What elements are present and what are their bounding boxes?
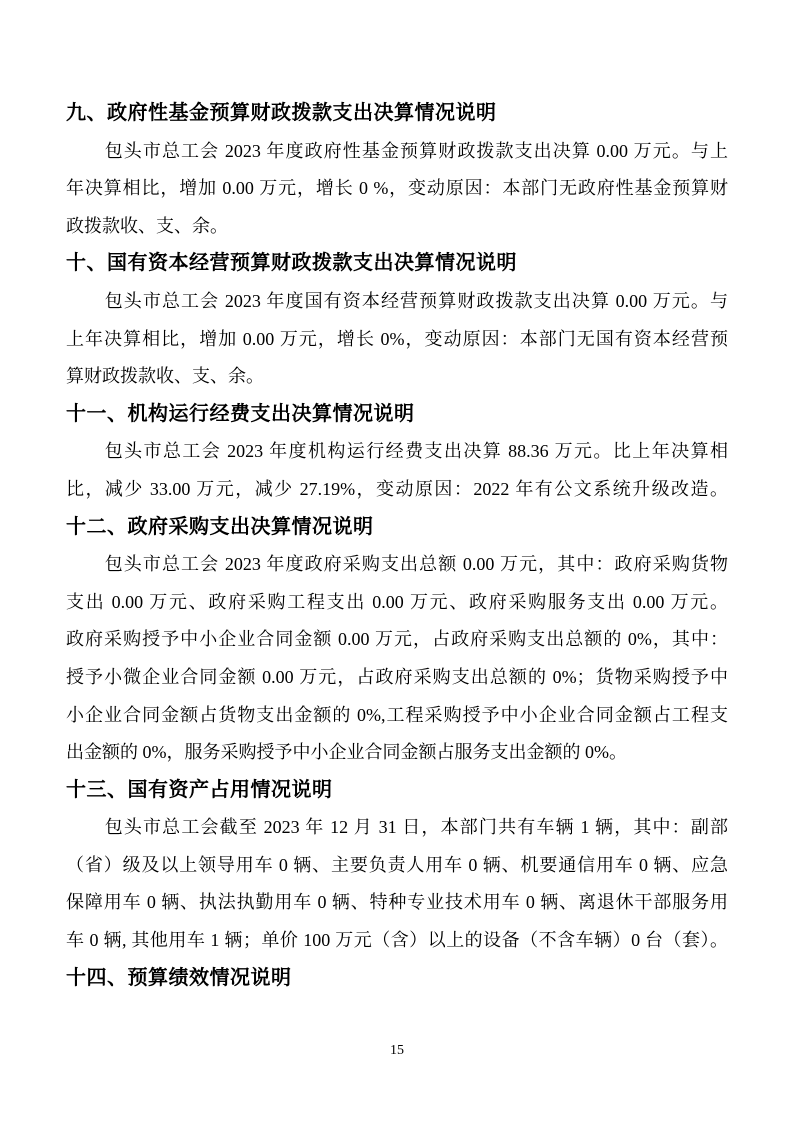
paragraph-line: 授予小微企业合同金额 0.00 万元，占政府采购支出总额的 0%；货物采购授予中 <box>66 666 728 687</box>
section-budget-performance <box>66 960 728 998</box>
paragraph-line: 年决算相比，增加 0.00 万元，增长 0 %，变动原因：本部门无政府性基金预算财 <box>66 178 728 199</box>
paragraph-line: 小企业合同金额占货物支出金额的 0%,工程采购授予中小企业合同金额占工程支 <box>66 704 728 725</box>
paragraph-line: （省）级及以上领导用车 0 辆、主要负责人用车 0 辆、机要通信用车 0 辆、应急 <box>66 854 728 875</box>
document-body <box>66 95 728 997</box>
paragraph-line: 上年决算相比，增加 0.00 万元，增长 0%，变动原因：本部门无国有资本经营预 <box>66 328 728 349</box>
paragraph-line: 政府采购授予中小企业合同金额 0.00 万元，占政府采购支出总额的 0%，其中： <box>66 629 728 650</box>
paragraph-line: 包头市总工会 2023 年度机构运行经费支出决算 88.36 万元。比上年决算相 <box>104 441 728 462</box>
paragraph-line: 包头市总工会 2023 年度政府采购支出总额 0.00 万元，其中：政府采购货物 <box>104 554 728 575</box>
paragraph-line: 车 0 辆, 其他用车 1 辆；单价 100 万元（含）以上的设备（不含车辆）0 台（套）。 <box>66 930 728 951</box>
section-gov-fund-budget-expenditure <box>66 95 728 245</box>
paragraph-line: 保障用车 0 辆、执法执勤用车 0 辆、特种专业技术用车 0 辆、离退休干部服务用 <box>66 892 728 913</box>
paragraph-line: 政拨款收、支、余。 <box>66 215 228 236</box>
section-agency-operating-expenses <box>66 396 728 509</box>
section-government-procurement <box>66 509 728 772</box>
section-heading: 十四、预算绩效情况说明 <box>66 966 292 989</box>
paragraph-line: 包头市总工会 2023 年度政府性基金预算财政拨款支出决算 0.00 万元。与上 <box>104 140 728 161</box>
section-heading: 十、国有资本经营预算财政拨款支出决算情况说明 <box>66 252 517 275</box>
paragraph-line: 比，减少 33.00 万元，减少 27.19%，变动原因：2022 年有公文系统升级改造。 <box>66 478 728 499</box>
page-number: 15 <box>390 1043 404 1058</box>
section-heading: 十二、政府采购支出决算情况说明 <box>66 515 374 538</box>
paragraph-line: 包头市总工会 2023 年度国有资本经营预算财政拨款支出决算 0.00 万元。与 <box>104 290 728 311</box>
section-heading: 九、政府性基金预算财政拨款支出决算情况说明 <box>66 102 497 124</box>
paragraph-line: 包头市总工会截至 2023 年 12 月 31 日，本部门共有车辆 1 辆，其中：副部 <box>104 817 728 838</box>
section-state-capital-budget-expenditure <box>66 245 728 395</box>
section-state-owned-assets <box>66 772 728 960</box>
section-heading: 十一、机构运行经费支出决算情况说明 <box>66 402 415 425</box>
section-heading: 十三、国有资产占用情况说明 <box>66 778 333 801</box>
paragraph-line: 出金额的 0%，服务采购授予中小企业合同金额占服务支出金额的 0%。 <box>66 742 627 763</box>
paragraph-line: 支出 0.00 万元、政府采购工程支出 0.00 万元、政府采购服务支出 0.00 万元。 <box>66 591 728 612</box>
paragraph-line: 算财政拨款收、支、余。 <box>66 366 264 387</box>
